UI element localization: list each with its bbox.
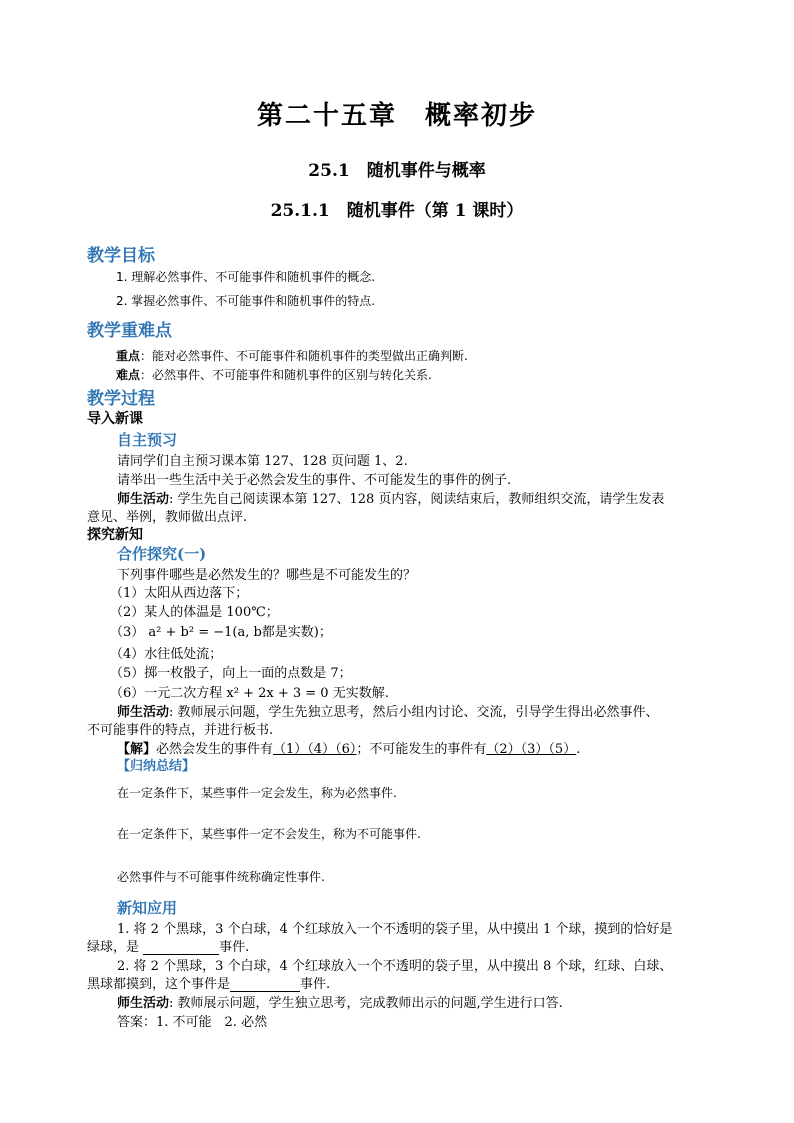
- teacher-activity-2: [117, 701, 659, 720]
- teacher-label: 师生活动: [117, 492, 170, 507]
- preview-line-2: 请举出一些生活中关于必然会发生的事件、不可能发生的事件的例子.: [117, 473, 512, 488]
- focus-line: [116, 347, 468, 364]
- preview-heading: 自主预习: [117, 431, 178, 449]
- q2-suffix: 事件.: [300, 977, 331, 992]
- explore-question: 下列事件哪些是必然发生的？哪些是不可能发生的？: [117, 568, 417, 583]
- objectives-heading: 教学目标: [87, 246, 155, 266]
- teacher-activity-1-cont: 意见、举例，教师做出点评.: [87, 510, 248, 525]
- intro-heading: 导入新课: [87, 411, 143, 427]
- answer-certain: （1）（4）（6）: [273, 742, 357, 757]
- explore-heading: 探究新知: [87, 527, 143, 543]
- application-q1: 1. 将 2 个黑球，3 个白球，4 个红球放入一个不透明的袋子里，从中摸出 1 个球，摸到的恰好是: [117, 922, 673, 937]
- application-q2: 2. 将 2 个黑球，3 个白球，4 个红球放入一个不透明的袋子里，从中摸出 8 个球，红球、白球、: [117, 959, 673, 974]
- teacher-text: : 教师展示问题，学生先独立思考，然后小组内讨论、交流，引导学生得出必然事件、: [169, 705, 659, 720]
- application-q2-cont: [87, 973, 330, 992]
- teacher-activity-3: [117, 992, 563, 1011]
- section-title: 25.1 随机事件与概率: [308, 161, 486, 181]
- preview-line-1: 请同学们自主预习课本第 127、128 页问题 1、2.: [117, 454, 408, 469]
- application-heading: 新知应用: [117, 899, 178, 917]
- teacher-label: 师生活动: [117, 996, 170, 1011]
- q1-blank: [143, 941, 219, 955]
- explore-item: （2）某人的体温是 100℃；: [110, 605, 279, 620]
- answer-text: 必然会发生的事件有: [156, 742, 274, 757]
- teacher-activity-1: [117, 488, 664, 507]
- explore-item: （4）水往低处流；: [110, 647, 223, 662]
- explore-item: （5）掷一枚骰子，向上一面的点数是 7；: [110, 666, 352, 681]
- lesson-title: 25.1.1 随机事件（第 1 课时）: [270, 201, 524, 221]
- summary-line: 必然事件与不可能事件统称确定性事件.: [117, 870, 325, 884]
- summary-line: 在一定条件下，某些事件一定会发生，称为必然事件.: [117, 786, 397, 800]
- explore-item: （1）太阳从西边落下；: [110, 586, 249, 601]
- focus-label: 重点: [116, 349, 141, 363]
- summary-line: 在一定条件下，某些事件一定不会发生，称为不可能事件.: [117, 827, 421, 841]
- difficulty-text: ：必然事件、不可能事件和随机事件的区别与转化关系.: [140, 368, 432, 382]
- focus-text: ：能对必然事件、不可能事件和随机事件的类型做出正确判断.: [140, 349, 468, 363]
- answer-label: 【解】: [117, 742, 157, 757]
- summary-heading: 【归纳总结】: [117, 759, 196, 774]
- explore-item: （6）一元二次方程 x² + 2x + 3 = 0 无实数解.: [110, 686, 389, 701]
- coop-heading: 合作探究(一): [117, 545, 207, 563]
- key-points-heading: 教学重难点: [87, 321, 172, 341]
- q2-prefix: 黑球都摸到，这个事件是: [87, 977, 231, 992]
- difficulty-line: [116, 366, 432, 383]
- q2-blank: [230, 978, 300, 992]
- difficulty-label: 难点: [116, 368, 141, 382]
- teacher-activity-2-cont: 不可能事件的特点，并进行板书.: [87, 723, 274, 738]
- teacher-text: : 教师展示问题，学生独立思考，完成教师出示的问题,学生进行口答.: [169, 996, 563, 1011]
- q1-prefix: 绿球，是: [87, 940, 140, 955]
- application-answer: 答案：1. 不可能 2. 必然: [117, 1015, 268, 1030]
- answer-text: ；不可能发生的事件有: [356, 742, 487, 757]
- answer-impossible: （2）（3）（5）: [486, 742, 577, 757]
- application-q1-cont: [87, 936, 249, 955]
- objective-item: 2. 掌握必然事件、不可能事件和随机事件的特点.: [116, 294, 376, 308]
- answer-end: .: [576, 742, 581, 757]
- chapter-title: 第二十五章 概率初步: [256, 101, 537, 131]
- explore-item: （3） a² + b² = −1(a, b都是实数)；: [110, 625, 332, 640]
- teacher-label: 师生活动: [117, 705, 170, 720]
- objective-item: 1. 理解必然事件、不可能事件和随机事件的概念.: [116, 270, 376, 284]
- process-heading: 教学过程: [87, 389, 155, 409]
- q1-suffix: 事件.: [219, 940, 250, 955]
- teacher-text: : 学生先自己阅读课本第 127、128 页内容，阅读结束后，教师组织交流，请学生发表: [169, 492, 665, 507]
